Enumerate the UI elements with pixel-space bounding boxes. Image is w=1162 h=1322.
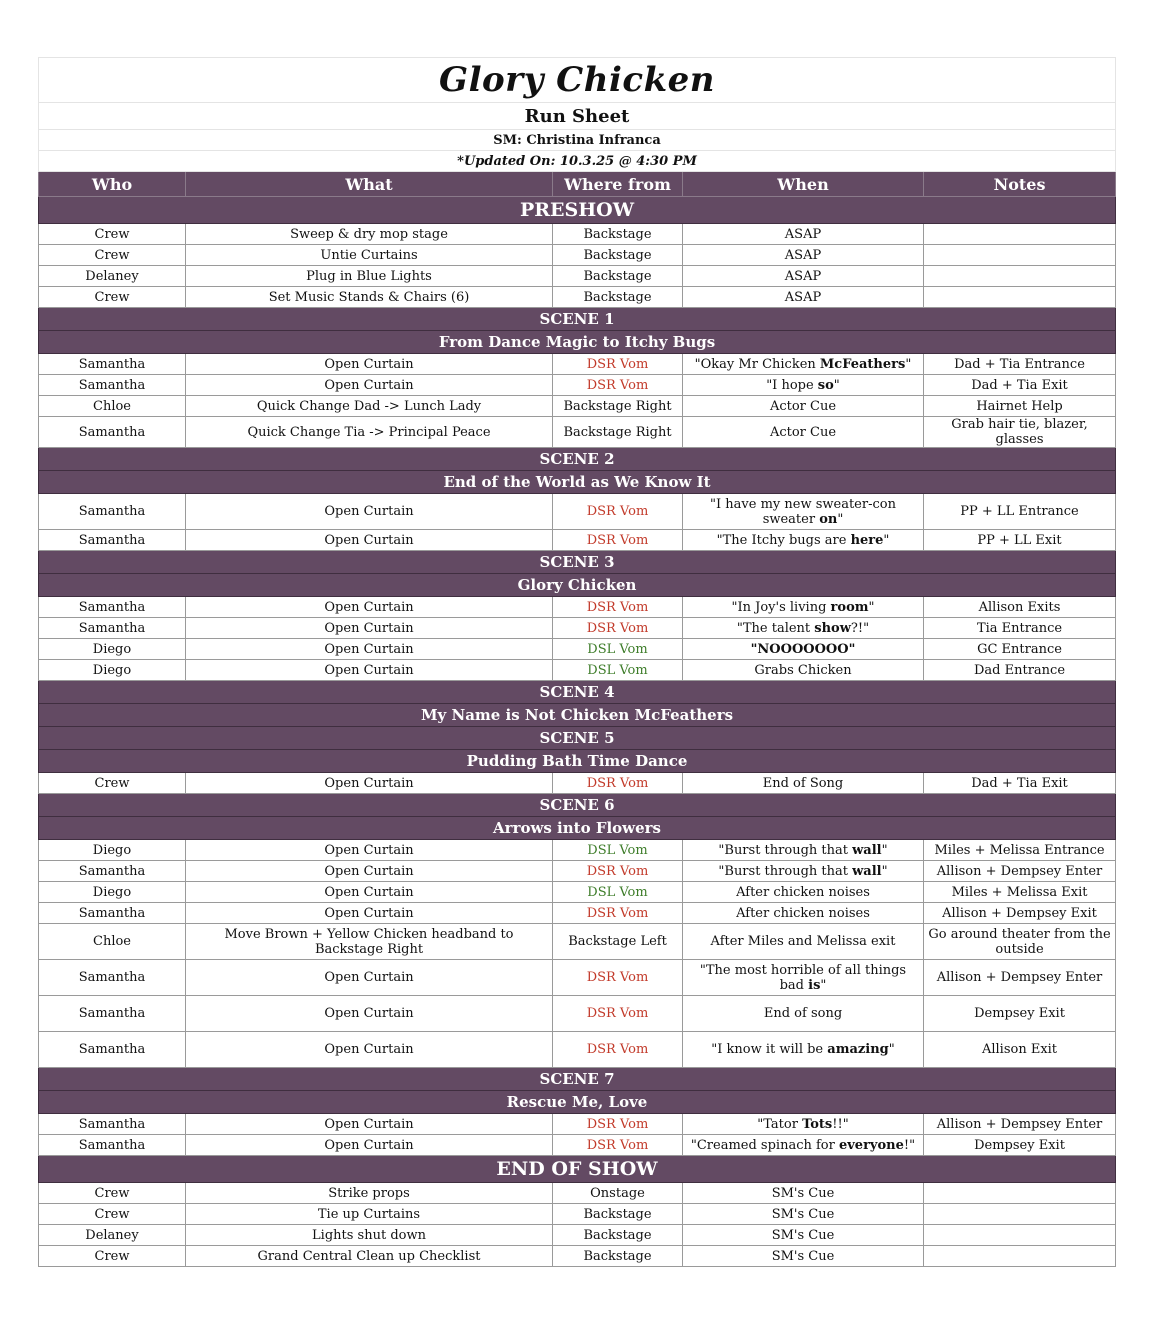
cell-when: [683, 903, 924, 924]
scene-header: [39, 448, 1116, 471]
cell-what: Open Curtain: [186, 903, 553, 924]
when-text: SM's Cue: [771, 1227, 835, 1243]
cell-what: Open Curtain: [186, 660, 553, 681]
table-row: [39, 903, 1116, 924]
cell-who: Samantha: [39, 1135, 186, 1156]
cell-when: [683, 924, 924, 960]
when-emphasis: on: [819, 511, 838, 527]
when-text: SM's Cue: [771, 1206, 835, 1222]
cell-who: Delaney: [39, 266, 186, 287]
when-text: ASAP: [784, 226, 822, 242]
section-label: END OF SHOW: [39, 1156, 1116, 1183]
section-label: SCENE 7: [39, 1068, 1116, 1091]
cell-notes: Allison Exit: [924, 1032, 1116, 1068]
section-label: Pudding Bath Time Dance: [39, 750, 1116, 773]
cell-notes: Dad + Tia Entrance: [924, 354, 1116, 375]
when-text: SM's Cue: [771, 1248, 835, 1264]
table-row: [39, 1225, 1116, 1246]
table-row: [39, 1114, 1116, 1135]
cell-who: Crew: [39, 773, 186, 794]
cell-notes: Allison + Dempsey Exit: [924, 903, 1116, 924]
cell-what: Open Curtain: [186, 639, 553, 660]
cell-what: Open Curtain: [186, 530, 553, 551]
cell-what: Open Curtain: [186, 354, 553, 375]
cell-when: [683, 1032, 924, 1068]
cell-who: Diego: [39, 639, 186, 660]
cell-what: Open Curtain: [186, 618, 553, 639]
cell-where: DSR Vom: [553, 773, 683, 794]
section-label: PRESHOW: [39, 197, 1116, 224]
cell-notes: [924, 224, 1116, 245]
table-row: [39, 417, 1116, 448]
cell-when: [683, 996, 924, 1032]
when-text: SM's Cue: [771, 1185, 835, 1201]
cell-notes: [924, 1204, 1116, 1225]
cell-notes: Allison Exits: [924, 597, 1116, 618]
cell-notes: PP + LL Entrance: [924, 494, 1116, 530]
scene-header: [39, 794, 1116, 817]
cell-when: [683, 882, 924, 903]
table-row: [39, 1204, 1116, 1225]
section-label: Arrows into Flowers: [39, 817, 1116, 840]
cell-notes: PP + LL Exit: [924, 530, 1116, 551]
cell-notes: Miles + Melissa Exit: [924, 882, 1116, 903]
cell-where: Backstage Right: [553, 417, 683, 448]
cell-where: DSR Vom: [553, 354, 683, 375]
cell-who: Samantha: [39, 618, 186, 639]
cell-who: Crew: [39, 287, 186, 308]
cell-who: Crew: [39, 224, 186, 245]
table-row: [39, 960, 1116, 996]
scene-header: [39, 551, 1116, 574]
cell-notes: [924, 245, 1116, 266]
when-text: After chicken noises: [736, 905, 870, 921]
cell-where: Backstage: [553, 1225, 683, 1246]
cell-where: DSR Vom: [553, 1114, 683, 1135]
cell-who: Chloe: [39, 396, 186, 417]
run-sheet-table: [38, 57, 1116, 1267]
cell-where: DSL Vom: [553, 639, 683, 660]
cell-what: Open Curtain: [186, 840, 553, 861]
cell-what: Open Curtain: [186, 1032, 553, 1068]
cell-who: Samantha: [39, 375, 186, 396]
when-text: "In Joy's living: [731, 599, 831, 615]
table-row: [39, 660, 1116, 681]
cell-when: [683, 1204, 924, 1225]
cell-when: [683, 773, 924, 794]
cell-where: Backstage Left: [553, 924, 683, 960]
table-row: [39, 861, 1116, 882]
when-text: "I hope: [766, 377, 818, 393]
cell-where: DSR Vom: [553, 1135, 683, 1156]
cell-who: Samantha: [39, 597, 186, 618]
when-text: "Burst through that: [718, 863, 853, 879]
cell-when: [683, 861, 924, 882]
cell-who: Delaney: [39, 1225, 186, 1246]
cell-where: DSR Vom: [553, 861, 683, 882]
when-text-end: !": [903, 1137, 916, 1153]
cell-where: Backstage: [553, 1246, 683, 1267]
cell-notes: [924, 1246, 1116, 1267]
when-text: End of Song: [762, 775, 844, 791]
when-emphasis: room: [830, 599, 869, 615]
cell-notes: Dad + Tia Exit: [924, 375, 1116, 396]
scene-header: [39, 471, 1116, 494]
cell-what: Set Music Stands & Chairs (6): [186, 287, 553, 308]
run-sheet: [38, 57, 1115, 1267]
when-text-end: ": [833, 377, 840, 393]
cell-where: Backstage: [553, 245, 683, 266]
cell-notes: Dempsey Exit: [924, 996, 1116, 1032]
scene-header: [39, 1068, 1116, 1091]
cell-notes: GC Entrance: [924, 639, 1116, 660]
cell-when: [683, 245, 924, 266]
section-label: SCENE 1: [39, 308, 1116, 331]
when-text-end: ": [881, 863, 888, 879]
section-header: [39, 197, 1116, 224]
cell-who: Samantha: [39, 494, 186, 530]
cell-notes: [924, 287, 1116, 308]
cell-what: Open Curtain: [186, 597, 553, 618]
when-text-end: ": [883, 532, 890, 548]
when-text-end: ": [881, 842, 888, 858]
cell-notes: Go around theater from the outside: [924, 924, 1116, 960]
when-text: "The Itchy bugs are: [716, 532, 851, 548]
when-emphasis: is: [808, 977, 821, 993]
section-label: SCENE 6: [39, 794, 1116, 817]
table-row: [39, 840, 1116, 861]
cell-when: [683, 840, 924, 861]
cell-what: Quick Change Dad -> Lunch Lady: [186, 396, 553, 417]
cell-notes: Tia Entrance: [924, 618, 1116, 639]
cell-what: Move Brown + Yellow Chicken headband to Backstage Right: [186, 924, 553, 960]
when-text-end: ": [837, 511, 844, 527]
section-label: SCENE 5: [39, 727, 1116, 750]
cell-who: Crew: [39, 1246, 186, 1267]
cell-when: [683, 1135, 924, 1156]
cell-where: Backstage Right: [553, 396, 683, 417]
when-text: "The talent: [736, 620, 815, 636]
updated-on: *Updated On: 10.3.25 @ 4:30 PM: [39, 151, 1116, 172]
when-emphasis: everyone: [838, 1137, 904, 1153]
scene-header: [39, 681, 1116, 704]
table-row: [39, 396, 1116, 417]
section-label: From Dance Magic to Itchy Bugs: [39, 331, 1116, 354]
cell-what: Open Curtain: [186, 375, 553, 396]
table-row: [39, 375, 1116, 396]
section-label: Glory Chicken: [39, 574, 1116, 597]
when-emphasis: Tots: [802, 1116, 833, 1132]
cell-when: [683, 1183, 924, 1204]
cell-what: Untie Curtains: [186, 245, 553, 266]
cell-who: Samantha: [39, 960, 186, 996]
when-text: "Okay Mr Chicken: [694, 356, 820, 372]
section-label: SCENE 3: [39, 551, 1116, 574]
when-text: ASAP: [784, 247, 822, 263]
cell-what: Open Curtain: [186, 1135, 553, 1156]
when-text-end: ": [868, 599, 875, 615]
cell-what: Open Curtain: [186, 861, 553, 882]
cell-where: DSR Vom: [553, 618, 683, 639]
cell-what: Open Curtain: [186, 882, 553, 903]
column-header-notes: Notes: [924, 172, 1116, 197]
cell-where: Backstage: [553, 266, 683, 287]
cell-when: [683, 266, 924, 287]
when-text: "Tator: [757, 1116, 803, 1132]
cell-where: Backstage: [553, 287, 683, 308]
cell-when: [683, 960, 924, 996]
cell-who: Diego: [39, 882, 186, 903]
cell-notes: [924, 1225, 1116, 1246]
table-row: [39, 639, 1116, 660]
column-header-when: When: [683, 172, 924, 197]
when-emphasis: amazing: [827, 1042, 889, 1057]
table-row: [39, 530, 1116, 551]
table-row: [39, 1246, 1116, 1267]
when-text: Grabs Chicken: [754, 662, 852, 678]
when-emphasis: here: [850, 532, 884, 548]
cell-where: Backstage: [553, 224, 683, 245]
cell-what: Lights shut down: [186, 1225, 553, 1246]
cell-notes: Allison + Dempsey Enter: [924, 960, 1116, 996]
cell-notes: Hairnet Help: [924, 396, 1116, 417]
cell-when: [683, 639, 924, 660]
when-text: "I have my new sweater-con sweater: [710, 496, 896, 527]
section-label: SCENE 4: [39, 681, 1116, 704]
column-header-row: [39, 172, 1116, 197]
cell-where: Backstage: [553, 1204, 683, 1225]
cell-what: Quick Change Tia -> Principal Peace: [186, 417, 553, 448]
when-text-end: !!": [832, 1116, 849, 1132]
cell-when: [683, 1246, 924, 1267]
when-text: After chicken noises: [736, 884, 870, 900]
cell-when: [683, 660, 924, 681]
cell-where: Onstage: [553, 1183, 683, 1204]
when-text-end: ": [888, 1042, 895, 1057]
cell-where: DSR Vom: [553, 530, 683, 551]
section-header: [39, 1156, 1116, 1183]
cell-notes: Miles + Melissa Entrance: [924, 840, 1116, 861]
table-row: [39, 1183, 1116, 1204]
sheet-subtitle: Run Sheet: [39, 103, 1116, 130]
when-text: "I know it will be: [711, 1042, 828, 1057]
cell-who: Samantha: [39, 354, 186, 375]
cell-where: DSL Vom: [553, 882, 683, 903]
cell-when: [683, 417, 924, 448]
table-row: [39, 773, 1116, 794]
cell-who: Samantha: [39, 417, 186, 448]
cell-what: Tie up Curtains: [186, 1204, 553, 1225]
cell-where: DSR Vom: [553, 960, 683, 996]
scene-header: [39, 308, 1116, 331]
table-row: [39, 354, 1116, 375]
cell-what: Open Curtain: [186, 960, 553, 996]
section-label: End of the World as We Know It: [39, 471, 1116, 494]
cell-notes: Grab hair tie, blazer, glasses: [924, 417, 1116, 448]
when-text: Actor Cue: [769, 424, 837, 440]
cell-who: Samantha: [39, 1032, 186, 1068]
cell-who: Samantha: [39, 861, 186, 882]
cell-where: DSR Vom: [553, 996, 683, 1032]
table-row: [39, 1032, 1116, 1068]
cell-when: [683, 530, 924, 551]
cell-where: DSR Vom: [553, 375, 683, 396]
cell-notes: [924, 1183, 1116, 1204]
table-row: [39, 597, 1116, 618]
cell-who: Diego: [39, 840, 186, 861]
column-header-where: Where from: [553, 172, 683, 197]
cell-where: DSR Vom: [553, 903, 683, 924]
cell-what: Open Curtain: [186, 996, 553, 1032]
cell-who: Crew: [39, 245, 186, 266]
cell-what: Open Curtain: [186, 1114, 553, 1135]
cell-when: [683, 618, 924, 639]
cell-when: [683, 1114, 924, 1135]
cell-notes: Dad Entrance: [924, 660, 1116, 681]
when-text-end: ": [820, 977, 827, 993]
cell-when: [683, 375, 924, 396]
cell-who: Samantha: [39, 530, 186, 551]
when-emphasis: wall: [852, 842, 882, 858]
when-emphasis: wall: [852, 863, 882, 879]
column-header-who: Who: [39, 172, 186, 197]
when-text: End of song: [763, 1006, 843, 1021]
section-label: My Name is Not Chicken McFeathers: [39, 704, 1116, 727]
section-label: Rescue Me, Love: [39, 1091, 1116, 1114]
scene-header: [39, 750, 1116, 773]
when-text: ASAP: [784, 268, 822, 284]
when-emphasis: show: [814, 620, 851, 636]
stage-manager: SM: Christina Infranca: [39, 130, 1116, 151]
table-row: [39, 266, 1116, 287]
when-text: "The most horrible of all things bad: [699, 962, 907, 993]
cell-who: Chloe: [39, 924, 186, 960]
cell-what: Open Curtain: [186, 494, 553, 530]
when-text-end: ": [905, 356, 912, 372]
sheet-title: Glory Chicken: [39, 58, 1116, 103]
cell-who: Samantha: [39, 903, 186, 924]
cell-where: DSL Vom: [553, 660, 683, 681]
cell-what: Open Curtain: [186, 773, 553, 794]
table-row: [39, 924, 1116, 960]
when-emphasis: so: [817, 377, 834, 393]
cell-who: Crew: [39, 1204, 186, 1225]
table-row: [39, 287, 1116, 308]
table-row: [39, 245, 1116, 266]
table-row: [39, 618, 1116, 639]
column-header-what: What: [186, 172, 553, 197]
cell-where: DSR Vom: [553, 494, 683, 530]
cell-who: Crew: [39, 1183, 186, 1204]
cell-what: Plug in Blue Lights: [186, 266, 553, 287]
cell-what: Sweep & dry mop stage: [186, 224, 553, 245]
when-emphasis: McFeathers: [819, 356, 906, 372]
table-row: [39, 882, 1116, 903]
cell-who: Samantha: [39, 1114, 186, 1135]
cell-when: [683, 494, 924, 530]
cell-when: [683, 1225, 924, 1246]
when-text-end: ?!": [850, 620, 870, 636]
cell-when: [683, 354, 924, 375]
scene-header: [39, 727, 1116, 750]
cell-notes: Allison + Dempsey Enter: [924, 861, 1116, 882]
table-row: [39, 494, 1116, 530]
cell-what: Strike props: [186, 1183, 553, 1204]
cell-where: DSL Vom: [553, 840, 683, 861]
table-row: [39, 996, 1116, 1032]
section-label: SCENE 2: [39, 448, 1116, 471]
scene-header: [39, 817, 1116, 840]
scene-header: [39, 574, 1116, 597]
cell-who: Diego: [39, 660, 186, 681]
scene-header: [39, 704, 1116, 727]
when-text: Actor Cue: [769, 398, 837, 414]
cell-notes: Dad + Tia Exit: [924, 773, 1116, 794]
cell-when: [683, 396, 924, 417]
cell-notes: [924, 266, 1116, 287]
cell-notes: Dempsey Exit: [924, 1135, 1116, 1156]
when-text: "Burst through that: [718, 842, 853, 858]
cell-what: Grand Central Clean up Checklist: [186, 1246, 553, 1267]
cell-who: Samantha: [39, 996, 186, 1032]
cell-when: [683, 287, 924, 308]
cell-notes: Allison + Dempsey Enter: [924, 1114, 1116, 1135]
table-row: [39, 224, 1116, 245]
cell-when: [683, 597, 924, 618]
when-text: After Miles and Melissa exit: [710, 934, 896, 949]
when-text: ASAP: [784, 289, 822, 305]
cell-where: DSR Vom: [553, 597, 683, 618]
table-row: [39, 1135, 1116, 1156]
cell-when: [683, 224, 924, 245]
cell-where: DSR Vom: [553, 1032, 683, 1068]
when-text: "Creamed spinach for: [690, 1137, 839, 1153]
scene-header: [39, 1091, 1116, 1114]
scene-header: [39, 331, 1116, 354]
when-emphasis: "NOOOOOOO": [750, 641, 856, 657]
